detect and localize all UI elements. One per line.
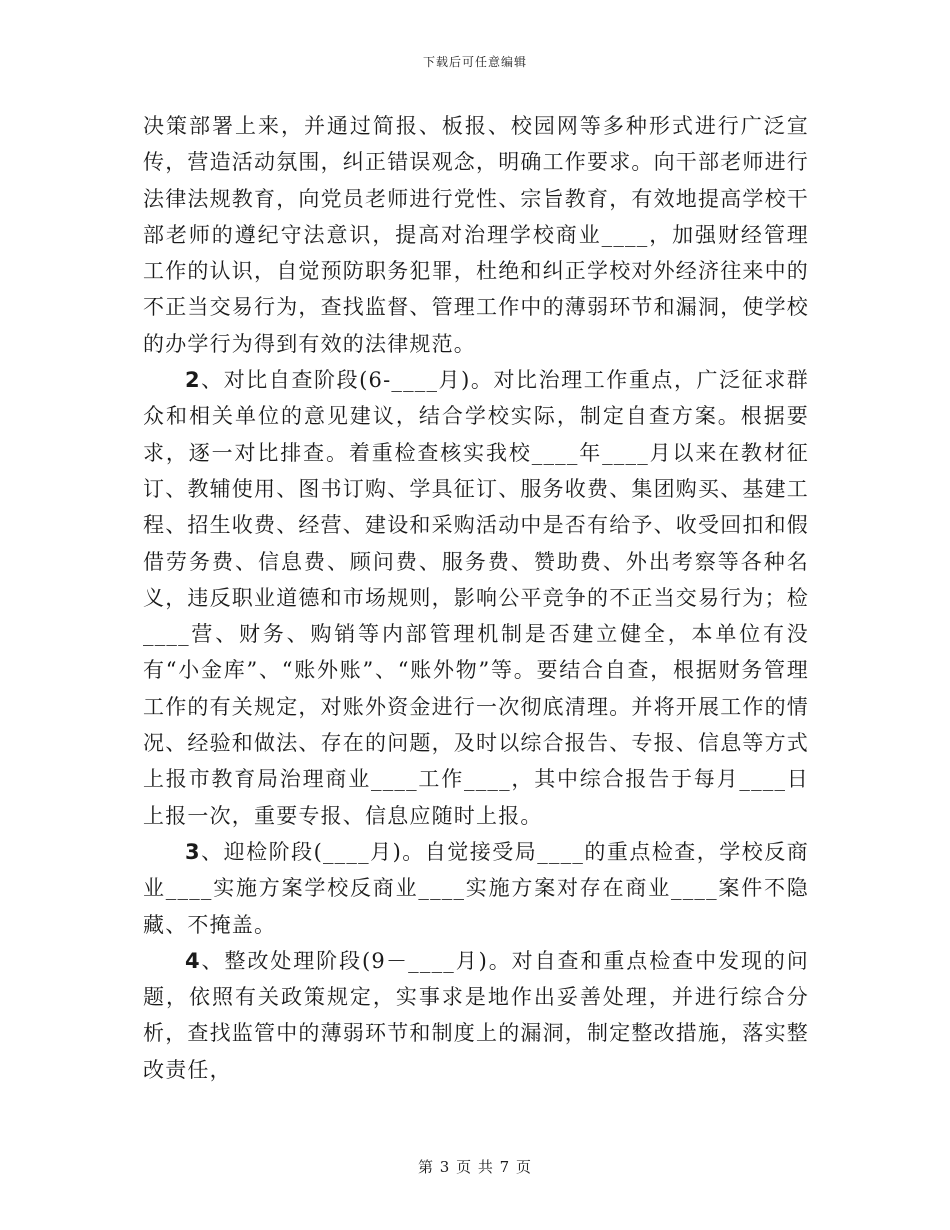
- paragraph-item-2: [143, 362, 809, 834]
- item-number: 4: [185, 948, 201, 973]
- item-number: 3: [185, 839, 201, 864]
- document-body: [143, 108, 809, 1088]
- paragraph-text: 、整改处理阶段(9－____月)。对自查和重点检查中发现的问题，依照有关政策规定，实事求是地作出妥善处理，并进行综合分析，查找监管中的薄弱环节和制度上的漏洞，制定整改措施，落实整改责任，: [143, 948, 809, 1082]
- page-header: 下载后可任意编辑: [422, 55, 527, 69]
- item-number: 2: [185, 368, 201, 393]
- paragraph-text: 、迎检阶段(____月)。自觉接受局____的重点检查，学校反商业____实施方案学校反商业____实施方案对存在商业____案件不隐藏、不掩盖。: [143, 839, 809, 937]
- paragraph-continuation: 决策部署上来，并通过简报、板报、校园网等多种形式进行广泛宣传，营造活动氛围，纠正错误观念，明确工作要求。向干部老师进行法律法规教育，向党员老师进行党性、宗旨教育，有效地提高学校干部老师的遵纪守法意识，提高对治理学校商业____，加强财经管理工作的认识，自觉预防职务犯罪，杜绝和纠正学校对外经济往来中的不正当交易行为，查找监督、管理工作中的薄弱环节和漏洞，使学校的办学行为得到有效的法律规范。: [143, 114, 809, 356]
- page-footer: 第 3 页 共 7 页: [418, 1158, 532, 1176]
- paragraph-item-4: [143, 943, 809, 1088]
- paragraph-item-3: [143, 834, 809, 943]
- paragraph-text: 、对比自查阶段(6-____月)。对比治理工作重点，广泛征求群众和相关单位的意见建议，结合学校实际，制定自查方案。根据要求，逐一对比排查。着重检查核实我校____年____月以来在教材征订、教辅使用、图书订购、学具征订、服务收费、集团购买、基建工程、招生收费、经营、建设和采购活动中是否有给予、收受回扣和假借劳务费、信息费、顾问费、服务费、赞助费、外出考察等各种名义，违反职业道德和市场规则，影响公平竞争的不正当交易行为；检____营、财务、购销等内部管理机制是否建立健全，本单位有没有“小金库”、“账外账”、“账外物”等。要结合自查，根据财务管理工作的有关规定，对账外资金进行一次彻底清理。并将开展工作的情况、经验和做法、存在的问题，及时以综合报告、专报、信息等方式上报市教育局治理商业____工作____，其中综合报告于每月____日上报一次，重要专报、信息应随时上报。: [143, 368, 809, 828]
